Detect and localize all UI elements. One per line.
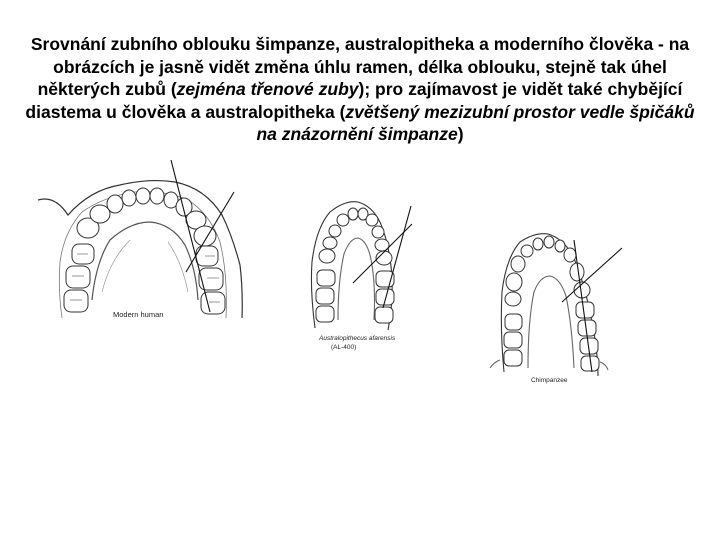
caption-text-1: Srovnání zubního oblouku šimpanze, australopitheka a moderního člověka - na obrázcích je jasně vidět změna úhlu ramen, délka oblouku, stejně tak úhel některých zubů ( (30, 34, 690, 99)
chimpanzee-teeth (504, 236, 599, 371)
australopithecus-teeth (316, 208, 394, 323)
human-label: Modern human (113, 310, 164, 319)
australopithecus-label-line1: Australopithecus afarensis (319, 335, 396, 342)
caption-emphasis-2: zvětšený mezizubní prostor vedle špičáků na znázornění šimpanze (256, 101, 695, 144)
caption-emphasis-1: zejména třenové zuby (176, 79, 359, 99)
chimpanzee-label: Chimpanzee (531, 377, 568, 384)
caption-text-2: ); pro zajímavost je vidět také chybějící diastema u člověka a australopitheka ( (25, 79, 683, 122)
human-teeth (64, 188, 225, 314)
caption-text-3: ) (457, 124, 464, 144)
australopithecus-label-line2: (AL-400) (331, 344, 357, 351)
